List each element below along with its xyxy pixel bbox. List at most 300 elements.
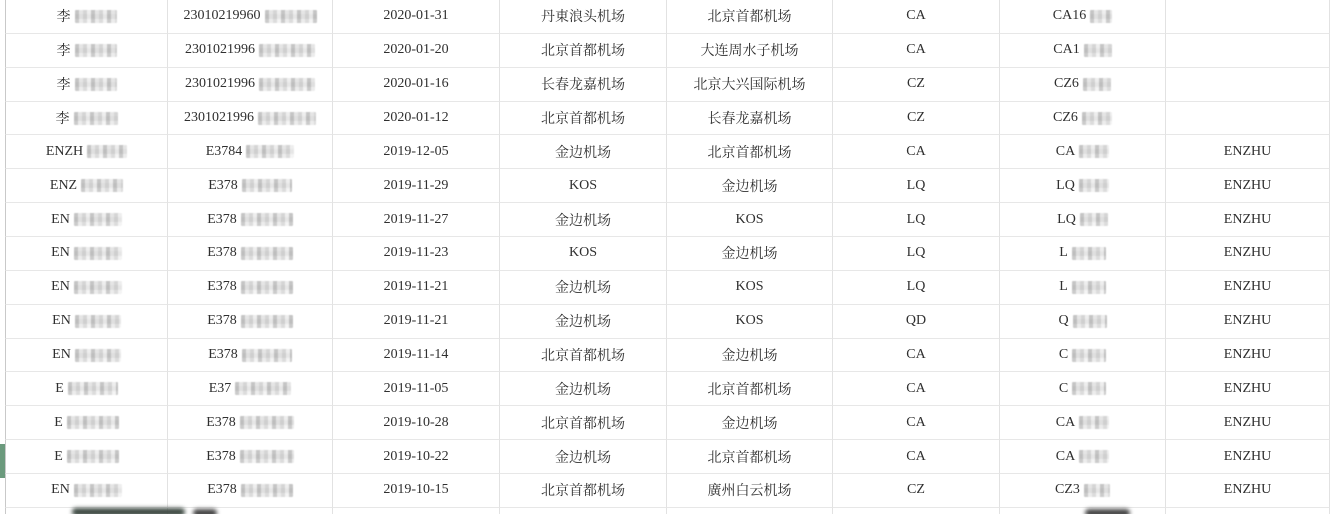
passenger-name-text: E [54, 414, 63, 430]
id-number-text: 23010219960 [183, 8, 261, 24]
redaction-mosaic [74, 112, 118, 125]
airline-code-text: CA [906, 143, 926, 159]
id-number-text: E378 [207, 245, 237, 261]
departure-airport-text: 金边机场 [555, 281, 611, 297]
redaction-mosaic [242, 349, 292, 362]
cell-airline-code[interactable] [833, 102, 1000, 136]
passenger-name-text: EN [51, 245, 70, 261]
cell-flight-date[interactable] [333, 474, 500, 508]
cell-passenger-name[interactable] [5, 34, 168, 68]
cell-id-number[interactable] [168, 339, 333, 373]
cell-airline-code[interactable] [833, 440, 1000, 474]
cell-departure-airport[interactable] [500, 406, 667, 440]
redaction-mosaic [1072, 247, 1106, 260]
cell-id-number[interactable] [168, 474, 333, 508]
departure-airport-text: 北京首都机场 [541, 44, 625, 60]
airline-code-text: LQ [906, 245, 926, 261]
cell-tag[interactable] [1166, 237, 1330, 271]
flight-date-text: 2019-10-22 [383, 448, 449, 464]
cell-arrival-airport[interactable] [667, 169, 833, 203]
cell-arrival-airport[interactable] [667, 34, 833, 68]
cell-flight-date[interactable] [333, 203, 500, 237]
airline-code-text: CZ [907, 76, 925, 92]
airline-code-text: CA [906, 8, 926, 24]
airline-code-text: CA [906, 347, 926, 363]
cell-tag[interactable] [1166, 34, 1330, 68]
cell-airline-code[interactable] [833, 203, 1000, 237]
cell-flight-date[interactable] [333, 237, 500, 271]
cell-flight-number[interactable] [1000, 34, 1166, 68]
flight-date-text: 2019-11-23 [383, 245, 449, 261]
table-row [0, 406, 1334, 440]
redaction-mosaic [259, 78, 315, 91]
flight-date-text: 2020-01-31 [383, 8, 449, 24]
cell-flight-date[interactable] [333, 406, 500, 440]
cell-departure-airport[interactable] [500, 135, 667, 169]
cell-passenger-name[interactable] [5, 0, 168, 34]
arrival-airport-text: 北京首都机场 [707, 145, 792, 161]
id-number-text: E378 [207, 482, 237, 498]
cell-airline-code[interactable] [833, 34, 1000, 68]
cell-flight-number[interactable] [1000, 339, 1166, 373]
passenger-name-text: 李 [56, 78, 71, 94]
table-row [0, 135, 1334, 169]
cell-id-number[interactable] [168, 440, 333, 474]
tag-text: ENZHU [1223, 313, 1272, 329]
cell-flight-number[interactable] [1000, 305, 1166, 339]
id-number-text: E378 [206, 414, 236, 430]
flight-date-text: 2019-11-05 [383, 380, 449, 396]
cell-passenger-name[interactable] [5, 372, 168, 406]
flight-number-text: LQ [1056, 177, 1075, 193]
redaction-mosaic [1080, 213, 1108, 226]
cell-departure-airport[interactable] [500, 237, 667, 271]
airline-code-text: CA [906, 380, 926, 396]
cell-arrival-airport[interactable] [667, 474, 833, 508]
cell-arrival-airport[interactable] [667, 0, 833, 34]
redaction-mosaic [1084, 44, 1112, 57]
redaction-mosaic [75, 78, 117, 91]
id-number-text: E378 [207, 211, 237, 227]
cell-arrival-airport[interactable] [667, 271, 833, 305]
cell-departure-airport[interactable] [500, 203, 667, 237]
airline-code-text: LQ [906, 177, 926, 193]
table-row [0, 305, 1334, 339]
arrival-airport-text: 金边机场 [721, 349, 778, 365]
redaction-mosaic [75, 315, 121, 328]
departure-airport-text: 北京首都机场 [541, 349, 625, 365]
cell-flight-number[interactable] [1000, 169, 1166, 203]
cell-id-number[interactable] [168, 305, 333, 339]
flight-date-text: 2019-11-21 [383, 279, 449, 295]
redaction-mosaic [87, 145, 127, 158]
flight-number-text: CA1 [1053, 42, 1080, 58]
id-number-text: 2301021996 [185, 42, 255, 58]
flight-number-text: CA16 [1052, 8, 1087, 24]
cell-tag[interactable] [1166, 203, 1330, 237]
cell-airline-code[interactable] [833, 406, 1000, 440]
cell-passenger-name[interactable] [5, 474, 168, 508]
cell-departure-airport[interactable] [500, 305, 667, 339]
airline-code-text: CA [906, 448, 926, 464]
cell-flight-date[interactable] [333, 508, 500, 514]
cell-departure-airport[interactable] [500, 372, 667, 406]
redaction-mosaic [74, 213, 122, 226]
table-row [0, 474, 1334, 508]
cell-tag[interactable] [1166, 0, 1330, 34]
redaction-mosaic [81, 179, 123, 192]
table-row [0, 271, 1334, 305]
cell-passenger-name[interactable] [5, 102, 168, 136]
passenger-name-text: E [55, 380, 64, 396]
cell-tag[interactable] [1166, 271, 1330, 305]
departure-airport-text: 北京首都机场 [541, 484, 625, 500]
tag-text: ENZHU [1223, 143, 1272, 159]
tag-text: ENZHU [1223, 177, 1272, 193]
passenger-name-text: E [54, 448, 63, 464]
cell-arrival-airport[interactable] [667, 68, 833, 102]
flight-number-text: CA [1055, 143, 1076, 159]
arrival-airport-text: 金边机场 [721, 416, 778, 432]
redaction-mosaic [74, 247, 122, 260]
airline-code-text: CZ [907, 482, 925, 498]
redaction-mosaic [1090, 10, 1112, 23]
cell-arrival-airport[interactable] [667, 508, 833, 514]
redaction-mosaic [75, 44, 117, 57]
cell-airline-code[interactable] [833, 135, 1000, 169]
cell-id-number[interactable] [168, 372, 333, 406]
passenger-name-text: ENZH [45, 143, 84, 159]
redaction-mosaic [265, 10, 317, 23]
departure-airport-text: 丹東浪头机场 [541, 10, 625, 26]
cell-airline-code[interactable] [833, 271, 1000, 305]
cell-departure-airport[interactable] [500, 474, 667, 508]
redaction-mosaic [1079, 145, 1109, 158]
cell-id-number[interactable] [168, 34, 333, 68]
departure-airport-text: 金边机场 [555, 315, 611, 331]
id-number-text: E378 [207, 313, 237, 329]
passenger-name-text: 李 [55, 112, 70, 127]
passenger-name-text: EN [51, 211, 70, 227]
cell-tag[interactable] [1166, 68, 1330, 102]
redaction-mosaic [1072, 281, 1106, 294]
cell-id-number[interactable] [168, 102, 333, 136]
cell-airline-code[interactable] [833, 305, 1000, 339]
redaction-mosaic [259, 44, 315, 57]
flight-date-text: 2019-10-15 [383, 482, 449, 498]
id-number-text: E378 [208, 347, 238, 363]
flight-number-text: L [1059, 279, 1068, 295]
cell-airline-code[interactable] [833, 68, 1000, 102]
departure-airport-text: 北京首都机场 [541, 416, 625, 432]
cell-passenger-name[interactable] [5, 68, 168, 102]
table-row [0, 169, 1334, 203]
cell-tag[interactable] [1166, 474, 1330, 508]
cell-passenger-name[interactable] [5, 339, 168, 373]
cell-departure-airport[interactable] [500, 102, 667, 136]
arrival-airport-text: 金边机场 [721, 179, 778, 195]
table-row [0, 0, 1334, 34]
cell-departure-airport[interactable] [500, 339, 667, 373]
arrival-airport-text: 北京首都机场 [707, 382, 792, 398]
cell-id-number[interactable] [168, 68, 333, 102]
cell-flight-date[interactable] [333, 339, 500, 373]
cell-airline-code[interactable] [833, 339, 1000, 373]
cell-flight-date[interactable] [333, 34, 500, 68]
partial-row-redaction-blob [1085, 509, 1130, 514]
cell-tag[interactable] [1166, 135, 1330, 169]
cell-passenger-name[interactable] [5, 169, 168, 203]
table-row [0, 372, 1334, 406]
passenger-name-text: EN [52, 313, 71, 329]
cell-tag[interactable] [1166, 102, 1330, 136]
arrival-airport-text: 北京首都机场 [707, 450, 792, 466]
flight-number-text: C [1058, 347, 1069, 363]
departure-airport-text: 金边机场 [555, 450, 611, 466]
id-number-text: E378 [207, 279, 237, 295]
redaction-mosaic [241, 484, 293, 497]
cell-arrival-airport[interactable] [667, 237, 833, 271]
cell-flight-number[interactable] [1000, 406, 1166, 440]
id-number-text: E3784 [205, 143, 243, 159]
airline-code-text: LQ [906, 211, 926, 227]
passenger-name-text: 李 [56, 44, 71, 60]
departure-airport-text: 金边机场 [555, 213, 611, 229]
cell-passenger-name[interactable] [5, 135, 168, 169]
cell-airline-code[interactable] [833, 372, 1000, 406]
redaction-mosaic [1072, 382, 1106, 395]
cell-passenger-name[interactable] [5, 237, 168, 271]
cell-airline-code[interactable] [833, 169, 1000, 203]
tag-text: ENZHU [1223, 245, 1272, 261]
flight-date-text: 2019-11-27 [383, 211, 449, 227]
cell-id-number[interactable] [168, 406, 333, 440]
cell-flight-number[interactable] [1000, 508, 1166, 514]
cell-flight-number[interactable] [1000, 440, 1166, 474]
cell-flight-date[interactable] [333, 440, 500, 474]
cell-tag[interactable] [1166, 372, 1330, 406]
cell-arrival-airport[interactable] [667, 102, 833, 136]
cell-departure-airport[interactable] [500, 68, 667, 102]
cell-flight-number[interactable] [1000, 372, 1166, 406]
flight-number-text: CZ6 [1054, 76, 1079, 92]
departure-airport-text: 长春龙嘉机场 [541, 78, 625, 94]
redaction-mosaic [246, 145, 294, 158]
redaction-mosaic [241, 213, 293, 226]
redaction-mosaic [1083, 78, 1111, 91]
airline-code-text: LQ [906, 279, 926, 295]
flight-number-text: Q [1058, 313, 1069, 329]
redaction-mosaic [240, 416, 294, 429]
airline-code-text: CA [906, 42, 926, 58]
table-row [0, 339, 1334, 373]
departure-airport-text: KOS [568, 177, 597, 193]
arrival-airport-text: KOS [735, 279, 764, 295]
cell-id-number[interactable] [168, 169, 333, 203]
tag-text: ENZHU [1223, 347, 1272, 363]
cell-arrival-airport[interactable] [667, 135, 833, 169]
tag-text: ENZHU [1223, 211, 1272, 227]
partial-row-redaction-blob [72, 508, 185, 514]
redaction-mosaic [74, 281, 122, 294]
cell-flight-date[interactable] [333, 305, 500, 339]
table-row [0, 68, 1334, 102]
cell-airline-code[interactable] [833, 237, 1000, 271]
id-number-text: 2301021996 [184, 110, 254, 125]
redaction-mosaic [75, 349, 121, 362]
departure-airport-text: 金边机场 [555, 145, 611, 161]
cell-arrival-airport[interactable] [667, 203, 833, 237]
flight-number-text: LQ [1057, 211, 1076, 227]
cell-flight-date[interactable] [333, 0, 500, 34]
redaction-mosaic [1082, 112, 1112, 125]
arrival-airport-text: 金边机场 [721, 247, 778, 263]
airline-code-text: QD [905, 313, 927, 329]
redaction-mosaic [258, 112, 316, 125]
cell-flight-number[interactable] [1000, 237, 1166, 271]
cell-airline-code[interactable] [833, 474, 1000, 508]
flight-date-text: 2019-11-29 [383, 177, 449, 193]
cell-passenger-name[interactable] [5, 203, 168, 237]
cell-tag[interactable] [1166, 305, 1330, 339]
cell-flight-date[interactable] [333, 68, 500, 102]
arrival-airport-text: 长春龙嘉机场 [707, 112, 792, 127]
cell-flight-number[interactable] [1000, 271, 1166, 305]
cell-id-number[interactable] [168, 203, 333, 237]
id-number-text: E37 [208, 380, 232, 396]
cell-departure-airport[interactable] [500, 508, 667, 514]
flight-number-text: C [1058, 380, 1069, 396]
cell-departure-airport[interactable] [500, 0, 667, 34]
cell-tag[interactable] [1166, 406, 1330, 440]
table-row [0, 203, 1334, 237]
cell-flight-date[interactable] [333, 169, 500, 203]
cell-id-number[interactable] [168, 271, 333, 305]
passenger-name-text: EN [52, 347, 71, 363]
cell-tag[interactable] [1166, 339, 1330, 373]
cell-flight-date[interactable] [333, 135, 500, 169]
flight-date-text: 2019-11-14 [383, 347, 449, 363]
cell-tag[interactable] [1166, 169, 1330, 203]
arrival-airport-text: 廣州白云机场 [707, 484, 792, 500]
redaction-mosaic [75, 10, 117, 23]
selected-row-marker [0, 444, 5, 478]
cell-flight-number[interactable] [1000, 68, 1166, 102]
cell-passenger-name[interactable] [5, 271, 168, 305]
tag-text: ENZHU [1223, 448, 1272, 464]
cell-flight-number[interactable] [1000, 474, 1166, 508]
cell-tag[interactable] [1166, 440, 1330, 474]
redaction-mosaic [242, 179, 292, 192]
flight-date-text: 2019-12-05 [383, 143, 449, 159]
table-row [0, 102, 1334, 136]
redaction-mosaic [1072, 349, 1106, 362]
redaction-mosaic [67, 450, 119, 463]
redaction-mosaic [68, 382, 118, 395]
cell-flight-number[interactable] [1000, 102, 1166, 136]
redaction-mosaic [67, 416, 119, 429]
redaction-mosaic [241, 315, 293, 328]
flight-date-text: 2020-01-16 [383, 76, 449, 92]
redaction-mosaic [241, 281, 293, 294]
tag-text: ENZHU [1223, 279, 1272, 295]
arrival-airport-text: 大连周水子机场 [700, 44, 799, 60]
cell-id-number[interactable] [168, 135, 333, 169]
flight-number-text: CZ6 [1053, 110, 1078, 125]
table-row [0, 440, 1334, 474]
cell-departure-airport[interactable] [500, 169, 667, 203]
cell-arrival-airport[interactable] [667, 406, 833, 440]
cell-passenger-name[interactable] [5, 305, 168, 339]
cell-arrival-airport[interactable] [667, 305, 833, 339]
tag-text: ENZHU [1223, 414, 1272, 430]
cell-tag[interactable] [1166, 508, 1330, 514]
cell-id-number[interactable] [168, 237, 333, 271]
cell-flight-number[interactable] [1000, 0, 1166, 34]
redaction-mosaic [1079, 179, 1109, 192]
flight-date-text: 2019-11-21 [383, 313, 449, 329]
flight-date-text: 2019-10-28 [383, 414, 449, 430]
cell-airline-code[interactable] [833, 508, 1000, 514]
cell-passenger-name[interactable] [5, 440, 168, 474]
id-number-text: 2301021996 [185, 76, 255, 92]
cell-flight-date[interactable] [333, 271, 500, 305]
cell-departure-airport[interactable] [500, 271, 667, 305]
redaction-mosaic [1084, 484, 1110, 497]
redaction-mosaic [235, 382, 291, 395]
flight-number-text: CA [1055, 414, 1076, 430]
cell-passenger-name[interactable] [5, 406, 168, 440]
passenger-name-text: ENZ [49, 177, 78, 193]
flight-number-text: L [1059, 245, 1068, 261]
flight-date-text: 2020-01-20 [383, 42, 449, 58]
cell-arrival-airport[interactable] [667, 440, 833, 474]
cell-flight-date[interactable] [333, 372, 500, 406]
departure-airport-text: 金边机场 [555, 382, 611, 398]
arrival-airport-text: 北京首都机场 [707, 10, 792, 26]
cell-flight-date[interactable] [333, 102, 500, 136]
cell-departure-airport[interactable] [500, 440, 667, 474]
id-number-text: E378 [206, 448, 236, 464]
passenger-name-text: 李 [56, 10, 71, 26]
departure-airport-text: KOS [568, 245, 597, 261]
redaction-mosaic [241, 247, 293, 260]
cell-arrival-airport[interactable] [667, 372, 833, 406]
airline-code-text: CA [906, 414, 926, 430]
cell-airline-code[interactable] [833, 0, 1000, 34]
cell-id-number[interactable] [168, 0, 333, 34]
tag-text: ENZHU [1223, 380, 1272, 396]
cell-flight-number[interactable] [1000, 135, 1166, 169]
flight-number-text: CZ3 [1055, 482, 1080, 498]
partial-row-redaction-blob [193, 509, 217, 514]
passenger-name-text: EN [51, 482, 70, 498]
cell-arrival-airport[interactable] [667, 339, 833, 373]
redaction-mosaic [240, 450, 294, 463]
id-number-text: E378 [208, 177, 238, 193]
arrival-airport-text: KOS [735, 313, 764, 329]
redaction-mosaic [1079, 450, 1109, 463]
passenger-name-text: EN [51, 279, 70, 295]
flight-number-text: CA [1055, 448, 1076, 464]
airline-code-text: CZ [907, 110, 925, 125]
flight-date-text: 2020-01-12 [383, 110, 449, 125]
tag-text: ENZHU [1223, 482, 1272, 498]
cell-flight-number[interactable] [1000, 203, 1166, 237]
table-row [0, 237, 1334, 271]
redaction-mosaic [74, 484, 122, 497]
cell-departure-airport[interactable] [500, 34, 667, 68]
